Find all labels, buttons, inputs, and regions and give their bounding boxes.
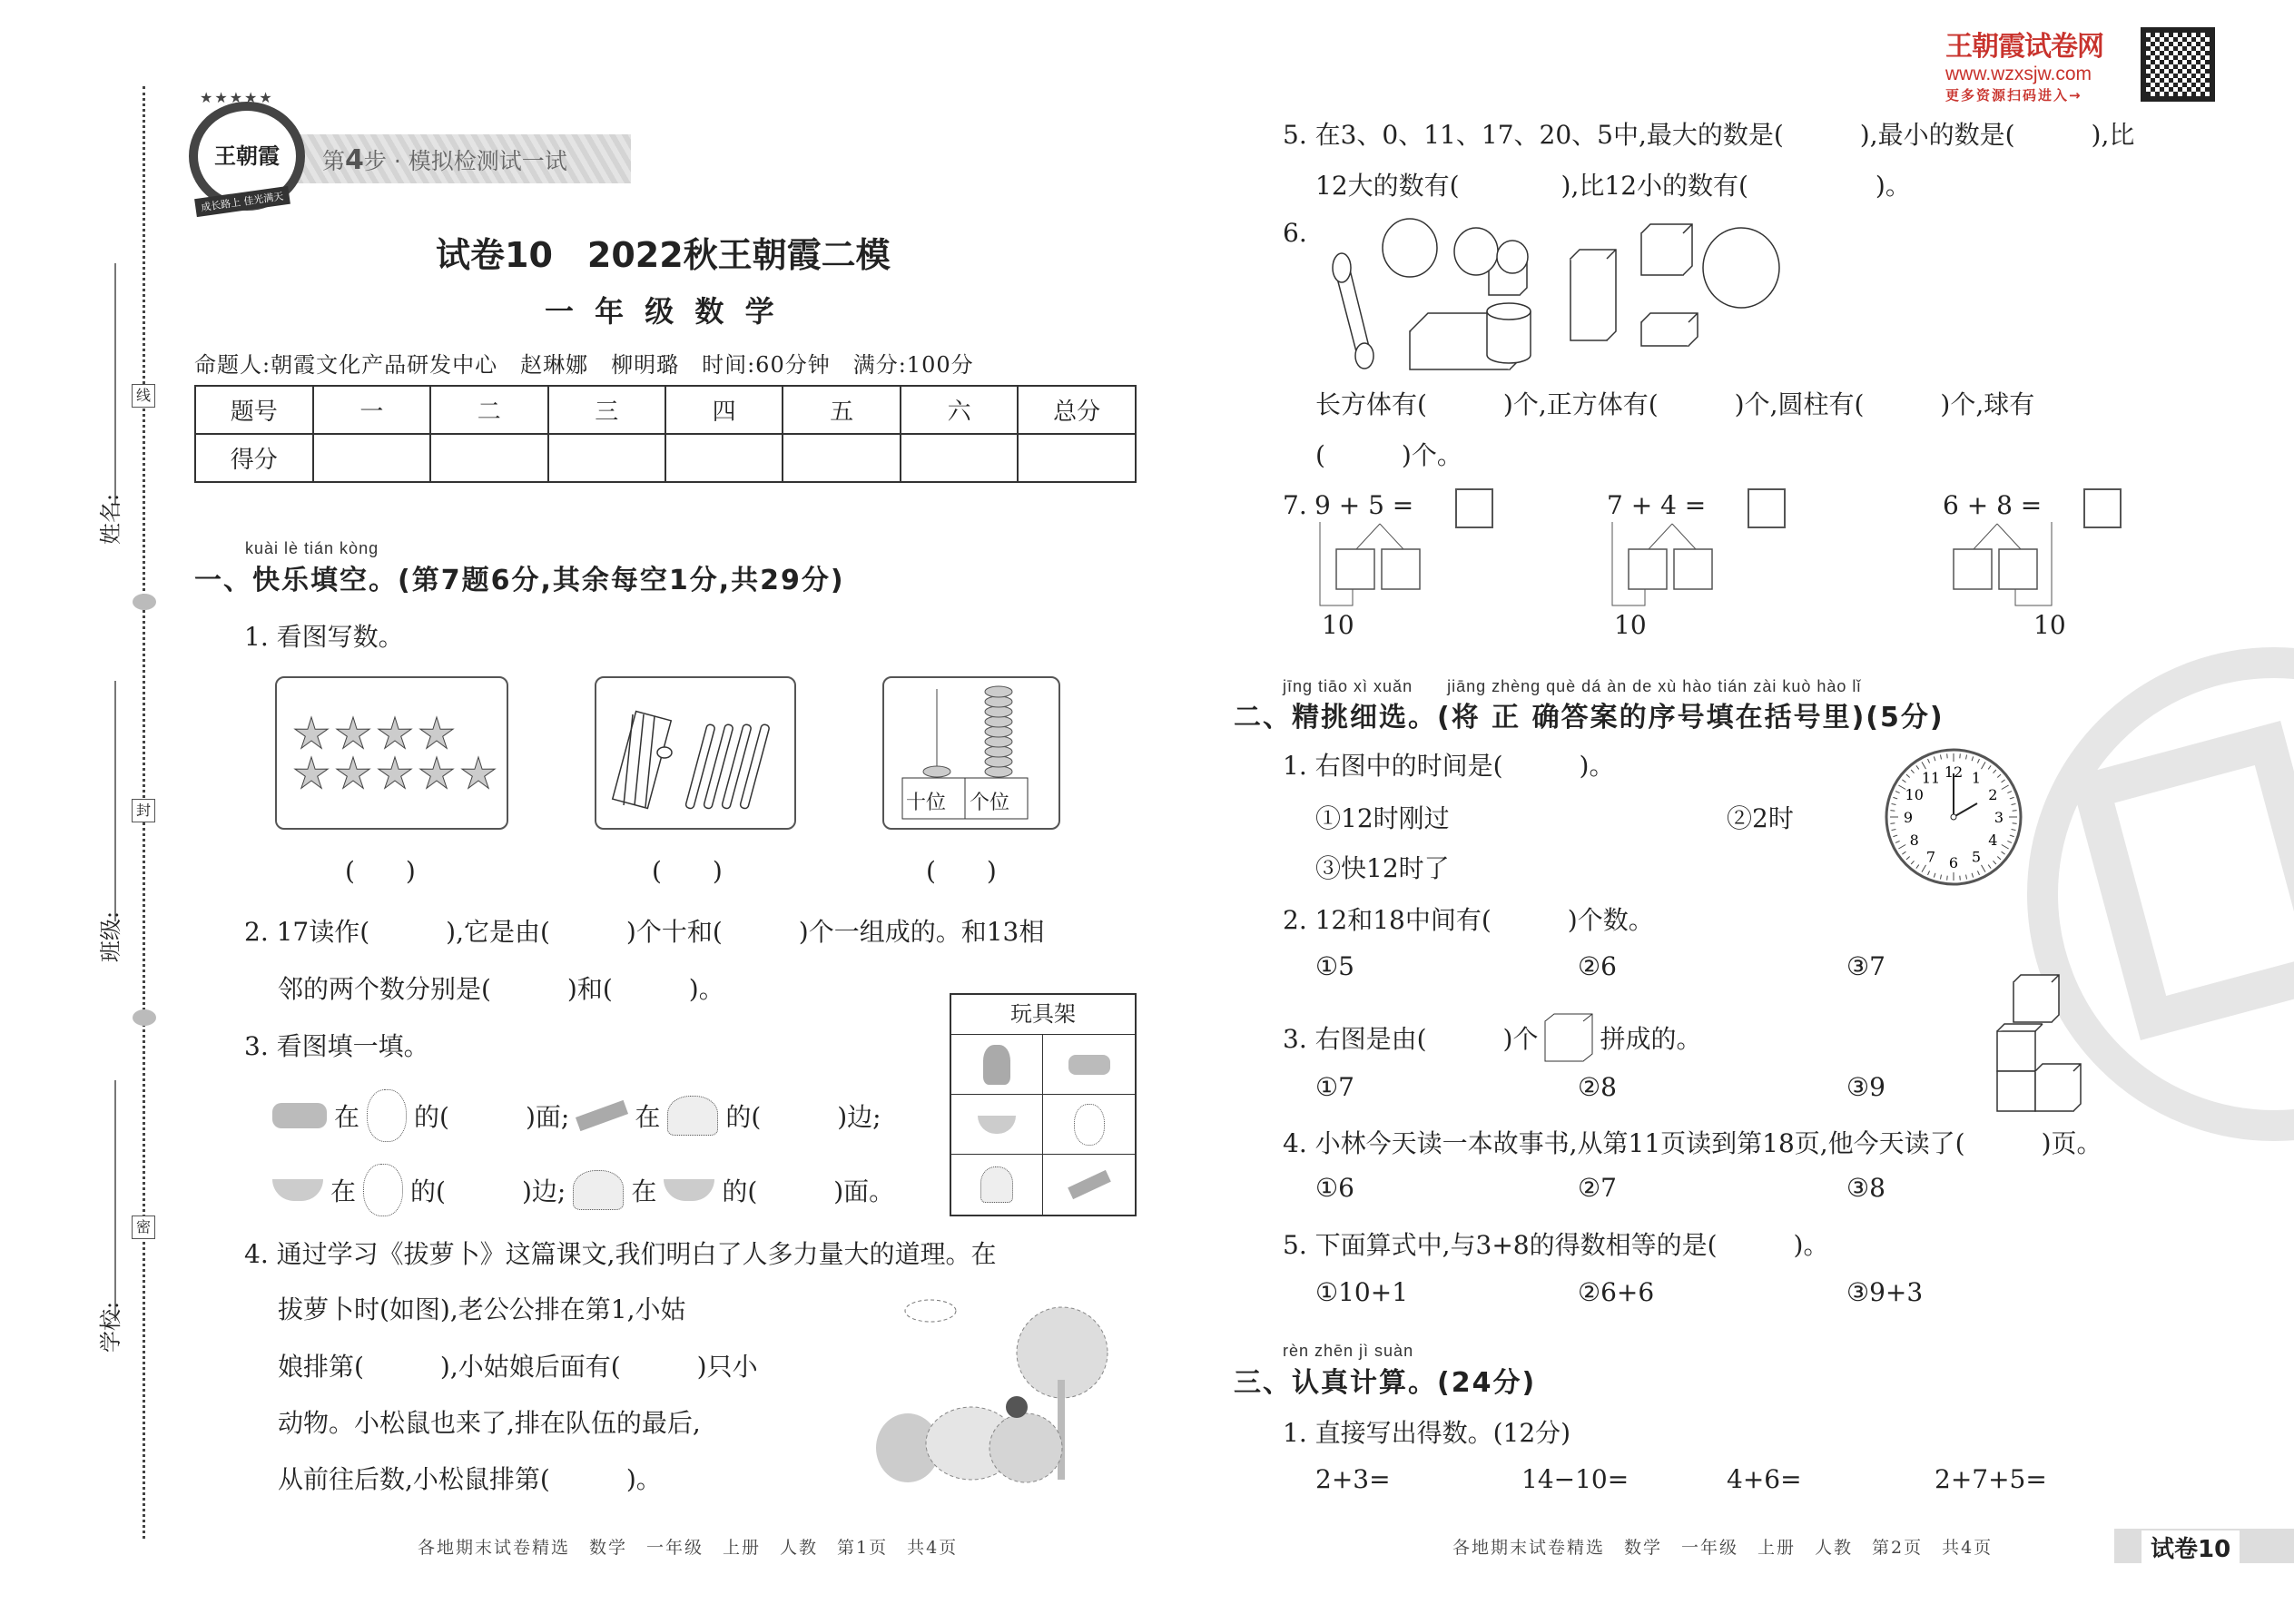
make-ten-equation: 9 + 5 =	[1314, 490, 1414, 520]
make-ten-equation: 6 + 8 =	[1943, 490, 2043, 520]
sticks-picture	[595, 676, 796, 830]
q7-label: 7.	[1283, 490, 1307, 520]
site-logo-name: 王朝霞试卷网	[1945, 31, 2103, 63]
section1-pinyin: kuài lè tián kòng	[245, 539, 379, 557]
clock-number: 3	[1994, 809, 2004, 826]
abacus-bead	[985, 716, 1012, 727]
score-cell[interactable]	[1018, 434, 1136, 482]
shelf-beetle-car-icon	[951, 1155, 1043, 1215]
answer-blank[interactable]: ( )	[926, 856, 997, 886]
name-field-line[interactable]	[114, 263, 116, 504]
q4-line: 娘排第( ),小姑娘后面有( )只小	[278, 1352, 758, 1382]
s2-q5-text: 5. 下面算式中,与3+8的得数相等的是( )。	[1283, 1230, 1829, 1260]
score-row-label: 得分	[195, 434, 313, 482]
toy-shelf	[950, 993, 1137, 1216]
q4-line: 拔萝卜时(如图),老公公排在第1,小姑	[278, 1294, 686, 1324]
star-icon	[379, 757, 411, 788]
star-icon	[462, 757, 495, 788]
answer-box[interactable]	[1336, 549, 1374, 589]
q3-text-part: 的( )面;	[414, 1102, 570, 1132]
score-header: 四	[665, 386, 783, 434]
site-logo[interactable]	[1945, 24, 2103, 104]
clock-number: 6	[1948, 854, 1959, 871]
score-header: 题号	[195, 386, 313, 434]
ten-label: 10	[2033, 610, 2066, 640]
margin-ornament-icon	[133, 1009, 156, 1026]
score-cell[interactable]	[783, 434, 900, 482]
section1-heading: 一、快乐填空。(第7题6分,其余每空1分,共29分)	[194, 565, 845, 596]
calc-equation: 14−10=	[1521, 1464, 1629, 1494]
abacus-bead	[985, 746, 1012, 757]
abacus-picture	[882, 676, 1060, 830]
q5-line1: 5. 在3、0、11、17、20、5中,最大的数是( ),最小的数是( ),比	[1283, 120, 2135, 150]
option[interactable]: ①12时刚过	[1315, 803, 1450, 833]
q3-text-part: 的( )边;	[410, 1176, 566, 1206]
option[interactable]: ①6	[1315, 1173, 1354, 1203]
score-header: 一	[313, 386, 430, 434]
clock-tick	[1947, 876, 1948, 881]
q1-text: 1. 看图写数。	[244, 622, 404, 652]
result-box[interactable]	[2083, 488, 2122, 528]
q3-text-part: 在	[631, 1176, 657, 1206]
step-banner	[272, 134, 631, 183]
cube-icon	[1641, 224, 1692, 275]
solids-figure	[1324, 213, 1905, 377]
exam-title: 试卷10 2022秋王朝霞二模	[436, 235, 891, 275]
clock-tick	[1960, 753, 1961, 758]
result-box[interactable]	[1748, 488, 1786, 528]
score-cell[interactable]	[313, 434, 430, 482]
section3-pinyin: rèn zhēn jì suàn	[1283, 1342, 1414, 1360]
school-field-line[interactable]	[114, 1080, 116, 1321]
option[interactable]: ②8	[1578, 1072, 1617, 1102]
decomposition-diagram	[1314, 522, 1496, 613]
calc-equation: 2+7+5=	[1935, 1464, 2047, 1494]
decomposition-diagram	[1607, 522, 1788, 613]
clock-tick	[1890, 811, 1895, 812]
option[interactable]: ②6	[1578, 951, 1617, 981]
score-header: 五	[783, 386, 900, 434]
q6-line2: ( )个。	[1315, 440, 1462, 470]
exam-badge	[2114, 1529, 2294, 1563]
answer-box[interactable]	[1629, 549, 1667, 589]
option[interactable]: ③7	[1846, 951, 1885, 981]
s2-q2-text: 2. 12和18中间有( )个数。	[1283, 905, 1654, 935]
option[interactable]: ③8	[1846, 1173, 1885, 1203]
boat-icon	[664, 1179, 714, 1201]
s2-q4-text: 4. 小林今天读一本故事书,从第11页读到第18页,他今天读了( )页。	[1283, 1128, 2102, 1158]
answer-box[interactable]	[1999, 549, 2037, 589]
cylinder-icon	[1333, 253, 1373, 369]
score-header: 二	[430, 386, 547, 434]
star-icon	[337, 757, 369, 788]
abacus-bead	[923, 766, 950, 777]
margin-ornament-icon	[133, 594, 156, 610]
answer-blank[interactable]: ( )	[652, 856, 723, 886]
clock-number: 9	[1903, 809, 1914, 826]
score-cell[interactable]	[548, 434, 665, 482]
sphere-icon	[1703, 228, 1779, 308]
shelf-boat-icon	[951, 1095, 1043, 1155]
clock-tick	[1960, 876, 1961, 881]
star-icon	[295, 717, 328, 748]
brand-logo-ribbon: 成长路上 佳光满天	[194, 186, 290, 217]
option[interactable]: ③9+3	[1846, 1277, 1924, 1307]
clock-icon	[1883, 746, 2024, 888]
abacus-bead	[985, 756, 1012, 767]
sphere-icon	[1383, 219, 1437, 277]
s2-q3-text-a: 3. 右图是由( )个	[1283, 1024, 1539, 1054]
answer-box[interactable]	[1954, 549, 1992, 589]
score-table	[194, 385, 1137, 483]
beetle-car-icon	[573, 1170, 624, 1210]
pulling-carrot-illustration	[871, 1298, 1112, 1493]
site-logo-hint: 更多资源扫码进入→	[1945, 87, 2082, 103]
clock-tick	[1890, 823, 1895, 824]
brand-logo-text: 王朝霞	[214, 143, 280, 169]
section2-heading: 二、精挑细选。(将 正 确答案的序号填在括号里)(5分)	[1234, 702, 1944, 733]
abacus-bead	[985, 696, 1012, 707]
exam-badge-text: 试卷10	[2141, 1530, 2240, 1564]
school-label: 学校:	[98, 1301, 123, 1353]
q3-text: 3. 看图填一填。	[244, 1031, 429, 1061]
plane-icon	[576, 1100, 628, 1131]
answer-box[interactable]	[1382, 549, 1420, 589]
decomposition-diagram	[1943, 522, 2124, 613]
clock-number: 7	[1925, 848, 1936, 866]
clock-tick	[2013, 823, 2017, 824]
option[interactable]: ①7	[1315, 1072, 1354, 1102]
shelf-racecar-icon	[1043, 1035, 1135, 1095]
seal-char-line: 线	[132, 384, 155, 408]
q4-line: 4. 通过学习《拔萝卜》这篇课文,我们明白了人多力量大的道理。在	[244, 1239, 997, 1269]
calc-equation: 2+3=	[1315, 1464, 1391, 1494]
clock-center	[1951, 814, 1956, 820]
ten-label: 10	[1322, 610, 1354, 640]
star-icon	[420, 717, 453, 748]
clock-tick	[1947, 753, 1948, 758]
q3-text-part: 的( )面。	[722, 1176, 895, 1206]
site-logo-url[interactable]: www.wzxsjw.com	[1945, 64, 2092, 84]
q4-line: 动物。小松鼠也来了,排在队伍的最后,	[278, 1408, 701, 1438]
step-prefix: 第	[322, 148, 346, 174]
score-cell[interactable]	[665, 434, 783, 482]
bear-icon	[363, 1164, 403, 1216]
small-cube-icon	[1543, 1012, 1594, 1063]
clock-number: 12	[1944, 763, 1964, 781]
star-icon	[337, 717, 369, 748]
clock-tick	[2013, 811, 2017, 812]
result-box[interactable]	[1455, 488, 1493, 528]
clock-number: 5	[1971, 848, 1982, 866]
toy-shelf-title: 玩具架	[951, 995, 1135, 1035]
abacus-bead	[985, 726, 1012, 737]
option[interactable]: ①10+1	[1315, 1277, 1409, 1307]
abacus-bead	[985, 736, 1012, 747]
score-cell[interactable]	[901, 434, 1018, 482]
name-label: 姓名:	[98, 493, 123, 545]
sphere-icon	[1454, 228, 1498, 275]
clock-number: 1	[1971, 769, 1982, 787]
q3-row1	[272, 1089, 881, 1142]
seal-char-seal: 封	[132, 799, 155, 822]
qr-code-icon[interactable]	[2141, 27, 2215, 102]
abacus-bead	[985, 686, 1012, 697]
q3-text-part: 在	[635, 1102, 661, 1132]
sphere-icon	[1497, 241, 1528, 273]
shelf-deer-icon	[951, 1035, 1043, 1095]
sticks-svg	[596, 678, 794, 828]
score-header: 总分	[1018, 386, 1136, 434]
q3-row2	[272, 1164, 894, 1216]
q3-text-part: 的( )边;	[725, 1102, 881, 1132]
option[interactable]: ③快12时了	[1315, 853, 1450, 883]
option[interactable]: ②6+6	[1578, 1277, 1655, 1307]
abacus-bead	[985, 766, 1012, 777]
calc-equation: 4+6=	[1727, 1464, 1802, 1494]
shelf-bear-icon	[1043, 1095, 1135, 1155]
stars-svg	[277, 678, 507, 828]
clock-number: 8	[1909, 832, 1919, 849]
class-label: 班级:	[98, 910, 123, 962]
star-icon	[295, 757, 328, 788]
score-cell[interactable]	[430, 434, 547, 482]
score-header: 三	[548, 386, 665, 434]
stick-bundle-icon	[613, 712, 672, 809]
seal-char-secret: 密	[132, 1216, 155, 1239]
s3-q1-text: 1. 直接写出得数。(12分)	[1283, 1418, 1571, 1448]
star-icon	[420, 757, 453, 788]
abacus-tens-label: 十位	[906, 792, 947, 814]
abacus-ones-label: 个位	[970, 792, 1010, 814]
score-table-header-row	[195, 386, 1136, 434]
option[interactable]: ②2时	[1727, 803, 1794, 833]
stars-picture	[275, 676, 508, 830]
q3-text-part: 在	[330, 1176, 357, 1206]
section2-pinyin: jīng tiāo xì xuǎn jiāng zhèng què dá àn de xù hào tián zài kuò hào lǐ	[1283, 677, 1862, 695]
brand-logo-stars: ★★★★★	[200, 89, 274, 106]
s2-q3-text	[1283, 1012, 1701, 1063]
footer-right: 各地期末试卷精选 数学 一年级 上册 人教 第2页 共4页	[1452, 1538, 1994, 1558]
q4-line: 从前往后数,小松鼠排第( )。	[278, 1464, 662, 1494]
ten-label: 10	[1614, 610, 1647, 640]
section3-heading: 三、认真计算。(24分)	[1234, 1367, 1537, 1399]
clock-number: 10	[1905, 786, 1924, 803]
clock-number: 11	[1921, 769, 1941, 787]
q3-text-part: 在	[334, 1102, 360, 1132]
boat-icon	[272, 1179, 323, 1201]
make-ten-equation: 7 + 4 =	[1607, 490, 1707, 520]
cylinder-icon	[1487, 303, 1531, 363]
clock-number: 2	[1988, 786, 1998, 803]
q2-line2: 邻的两个数分别是( )和( )。	[278, 974, 724, 1004]
stacked-cubes-figure	[1995, 971, 2104, 1112]
beetle-car-icon	[667, 1096, 718, 1136]
exam-subtitle: 一 年 级 数 学	[545, 294, 780, 329]
s2-q3-text-b: 拼成的。	[1600, 1024, 1702, 1054]
abacus-bead	[985, 706, 1012, 717]
clock-number: 4	[1988, 832, 1998, 849]
star-icon	[379, 717, 411, 748]
footer-left: 各地期末试卷精选 数学 一年级 上册 人教 第1页 共4页	[418, 1538, 959, 1558]
score-header: 六	[901, 386, 1018, 434]
exam-meta-line: 命题人:朝霞文化产品研发中心 赵琳娜 柳明璐 时间:60分钟 满分:100分	[194, 352, 974, 378]
q6-line1: 长方体有( )个,正方体有( )个,圆柱有( )个,球有	[1315, 389, 2035, 419]
racecar-icon	[272, 1103, 327, 1128]
q2-line1: 2. 17读作( ),它是由( )个十和( )个一组成的。和13相	[244, 917, 1045, 947]
score-table-score-row	[195, 434, 1136, 482]
answer-blank[interactable]: ( )	[345, 856, 416, 886]
step-suffix: 步 · 模拟检测试一试	[363, 148, 567, 174]
option[interactable]: ③9	[1846, 1072, 1885, 1102]
class-field-line[interactable]	[114, 681, 116, 921]
q6-label: 6.	[1283, 218, 1307, 248]
bear-icon	[367, 1089, 407, 1142]
s2-q1-text: 1. 右图中的时间是( )。	[1283, 751, 1615, 781]
option[interactable]: ①5	[1315, 951, 1354, 981]
step-number: 4	[345, 144, 364, 176]
q5-line2: 12大的数有( ),比12小的数有( )。	[1315, 171, 1911, 201]
cuboid-icon	[1570, 250, 1616, 340]
option[interactable]: ②7	[1578, 1173, 1617, 1203]
loose-sticks-icon	[685, 723, 770, 809]
shelf-plane-icon	[1043, 1155, 1135, 1215]
answer-box[interactable]	[1674, 549, 1712, 589]
cuboid-icon	[1641, 313, 1698, 346]
